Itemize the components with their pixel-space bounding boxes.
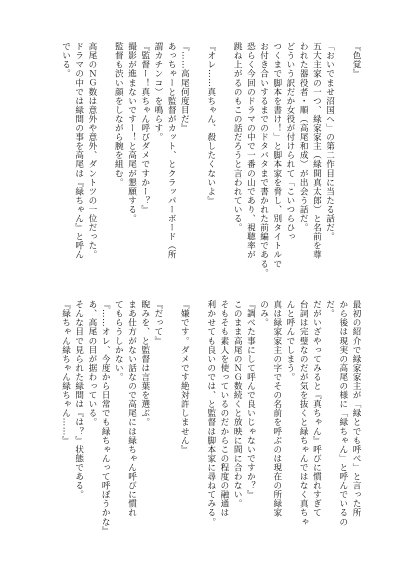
lower-text-line: そもそも素人を使っているのだからこの程度の融通は: [218, 300, 229, 518]
upper-text-line: 「おいでませ沼国へ」の第二作目に当たる話だ。: [324, 42, 335, 242]
lower-text-line: から後は現実の高尾の様に「緑ちゃん」と呼んでいるの: [337, 300, 348, 527]
lower-text-line: 最初の紹介で緑家家主が「緑とでも呼べ」と言った所: [351, 300, 361, 518]
lower-text-line: 真は緑家家主の字でその名前を呼ぶのは現在の所緑家: [271, 300, 282, 518]
upper-text-line: ドラマの中では緑間の事を高尾は『緑ちゃん』と呼ん: [73, 42, 84, 260]
upper-text-line: あっちゃーと監督がカット、とクラッパーボード（所: [166, 42, 177, 260]
lower-text-column: [30, 300, 362, 536]
upper-text-line: 五大主家の一つ、緑家家主（緑間真太郎）と名前を尊: [311, 42, 322, 260]
lower-text-line: あ、高尾の目が据わっている。: [86, 300, 97, 427]
lower-text-line: だがいざやってみると『真ちゃん』呼びに慣れすぎて: [311, 300, 322, 518]
lower-text-line: 台詞は完璧なのだが気を抜くと緑ちゃんではなく真ちゃ: [298, 300, 309, 527]
lower-text-line: 『緑ちゃん緑ちゃん緑ちゃん……』: [60, 300, 71, 445]
upper-text-line: 跳ね上がるのもこの話だろうと言われている。: [232, 42, 243, 233]
lower-text-line: 『……オレ、今度から日常でも緑ちゃんって呼ぼうかな』: [100, 300, 111, 536]
upper-text-line: [98, 42, 111, 280]
lower-text-line: んと呼んでしまう。: [284, 300, 295, 382]
upper-text-line: 撮影が進まないですー！と高尾が懇願する。: [126, 42, 137, 223]
upper-text-line: お付き合いするまでのドタバタまで書かれた前編である。: [258, 42, 269, 278]
lower-text-line: そんな目で見られた緑間は『は？』状態である。: [73, 300, 84, 500]
upper-text-line: 『色覚』: [351, 42, 361, 79]
upper-text-line: 『監督ー！真ちゃん呼びダメですかー？』: [139, 42, 150, 214]
upper-text-line: 謂カチンコ）を鳴らす。: [152, 42, 163, 142]
upper-text-line: [190, 42, 203, 280]
upper-text-line: 『オレ……真ちゃん、殺したくないよ』: [205, 42, 216, 205]
upper-text-column: [30, 42, 362, 280]
lower-text-line: のみ。: [258, 300, 269, 328]
upper-text-line: でいる。: [60, 42, 71, 79]
lower-text-line: 『嫌です。ダメです絶対許しません』: [179, 300, 190, 454]
lower-text-line: [190, 300, 203, 536]
lower-text-line: [164, 300, 177, 536]
upper-text-line: どういう訳だか女役が付けられて「こいつらひっ: [284, 42, 295, 242]
upper-text-line: つくまで脚本を書け！」と脚本家を脅し、別タイトルで: [271, 42, 282, 269]
upper-text-line: [217, 42, 230, 280]
upper-text-line: [336, 42, 349, 280]
lower-text-line: まあ仕方がない話なので高尾には緑ちゃん呼びに慣れ: [126, 300, 137, 518]
upper-text-line: 監督も渋い顔をしながら腕を組む。: [113, 42, 124, 187]
upper-text-line: 『……高尾何度目だ』: [179, 42, 190, 133]
lower-text-line: 『調べた事にして呼んで良いじゃないですか？』: [245, 300, 256, 500]
lower-text-line: このまま高尾のＮＧ数続くと放映に間に合わない。: [232, 300, 243, 509]
lower-text-line: 『だって』: [152, 300, 163, 346]
lower-text-line: 利かせても良いのでは、と監督は脚本家に尋ねてみる。: [205, 300, 216, 527]
upper-text-line: 恐らく今回のドラマの中で一番の山であり、視聴率が: [245, 42, 256, 260]
lower-text-line: 睨みを、と監督は言葉を選ぶ。: [139, 300, 150, 427]
upper-text-line: われた器役者・順（高尾和成）が出会う話だ。: [298, 42, 309, 233]
upper-text-line: 高尾のＮＧ数は意外や意外、ダントツの一位だった。: [86, 42, 97, 260]
lower-text-line: だ。: [324, 300, 335, 319]
lower-text-line: てもらうしかない。: [113, 300, 124, 382]
